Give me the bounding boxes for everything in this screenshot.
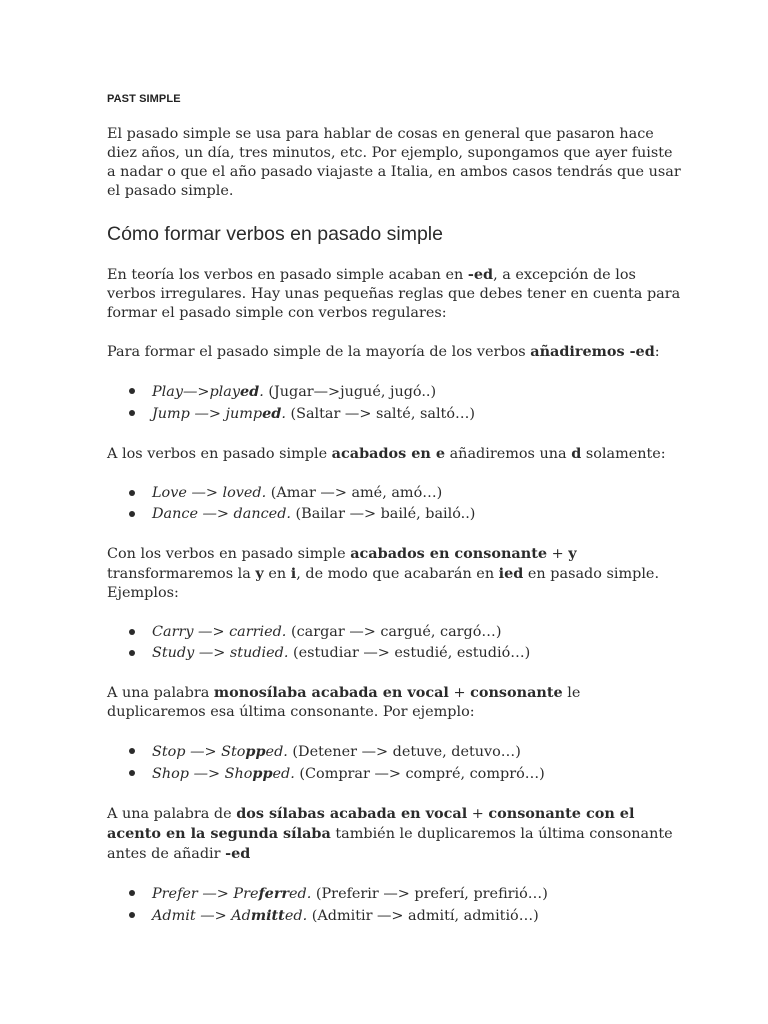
- paragraph-add-ed: Para formar el pasado simple de la mayoría de los verbos añadiremos -ed:: [107, 343, 660, 360]
- list-item: Admit —> Admitted. (Admitir —> admití, admitió…): [107, 905, 682, 927]
- section-heading: Cómo formar verbos en pasado simple: [107, 223, 443, 245]
- paragraph-two-syllables: A una palabra de dos sílabas acabada en vocal + consonante con el acento en la segunda sílaba también le duplicaremos la última consonante antes de añadir -ed: [107, 805, 673, 862]
- intro-paragraph: El pasado simple se usa para hablar de cosas en general que pasaron hace diez años, un día, tres minutos, etc. Por ejemplo, supongamos que ayer fuiste a nadar o que el año pasado viajaste a Italia, en ambos casos tendrás que usar el pasado simple.: [107, 126, 681, 199]
- list-item: Shop —> Shopped. (Comprar —> compré, compró…): [107, 763, 682, 785]
- list-item: Prefer —> Preferred. (Preferir —> preferí, prefirió…): [107, 883, 682, 905]
- bullet-icon: [129, 890, 135, 896]
- bullet-icon: [129, 748, 135, 754]
- list-item: Stop —> Stopped. (Detener —> detuve, detuvo…): [107, 741, 682, 763]
- bullet-icon: [129, 388, 135, 394]
- list-item: Dance —> danced. (Bailar —> bailé, bailó..): [107, 504, 682, 525]
- paragraph-ending-e: A los verbos en pasado simple acabados en e añadiremos una d solamente:: [107, 445, 666, 462]
- paragraph-ed-rule: En teoría los verbos en pasado simple acaban en -ed, a excepción de los verbos irregulares. Hay unas pequeñas reglas que debes tener en cuenta para formar el pasado simple con verbos regulares:: [107, 266, 681, 321]
- example-list-add-ed: [107, 381, 682, 425]
- list-item: Carry —> carried. (cargar —> cargué, cargó…): [107, 622, 682, 643]
- list-item: Study —> studied. (estudiar —> estudié, estudió…): [107, 643, 682, 664]
- list-item: Play—>played. (Jugar—>jugué, jugó..): [107, 381, 682, 403]
- bullet-icon: [129, 650, 135, 656]
- example-list-consonant-y: [107, 622, 682, 664]
- document-page: [107, 93, 682, 946]
- example-list-ending-e: [107, 483, 682, 525]
- bullet-icon: [129, 511, 135, 517]
- bullet-icon: [129, 770, 135, 776]
- bullet-icon: [129, 912, 135, 918]
- paragraph-monosyllable: A una palabra monosílaba acabada en vocal + consonante le duplicaremos esa última consonante. Por ejemplo:: [107, 684, 581, 720]
- paragraph-consonant-y: Con los verbos en pasado simple acabados en consonante + y transformaremos la y en i, de modo que acabarán en ied en pasado simple. Ejemplos:: [107, 545, 660, 601]
- bullet-icon: [129, 410, 135, 416]
- document-title: PAST SIMPLE: [107, 93, 181, 105]
- example-list-monosyllable: [107, 741, 682, 785]
- example-list-two-syllables: [107, 883, 682, 927]
- list-item: Love —> loved. (Amar —> amé, amó…): [107, 483, 682, 504]
- bullet-icon: [129, 490, 135, 496]
- list-item: Jump —> jumped. (Saltar —> salté, saltó…): [107, 403, 682, 425]
- bullet-icon: [129, 629, 135, 635]
